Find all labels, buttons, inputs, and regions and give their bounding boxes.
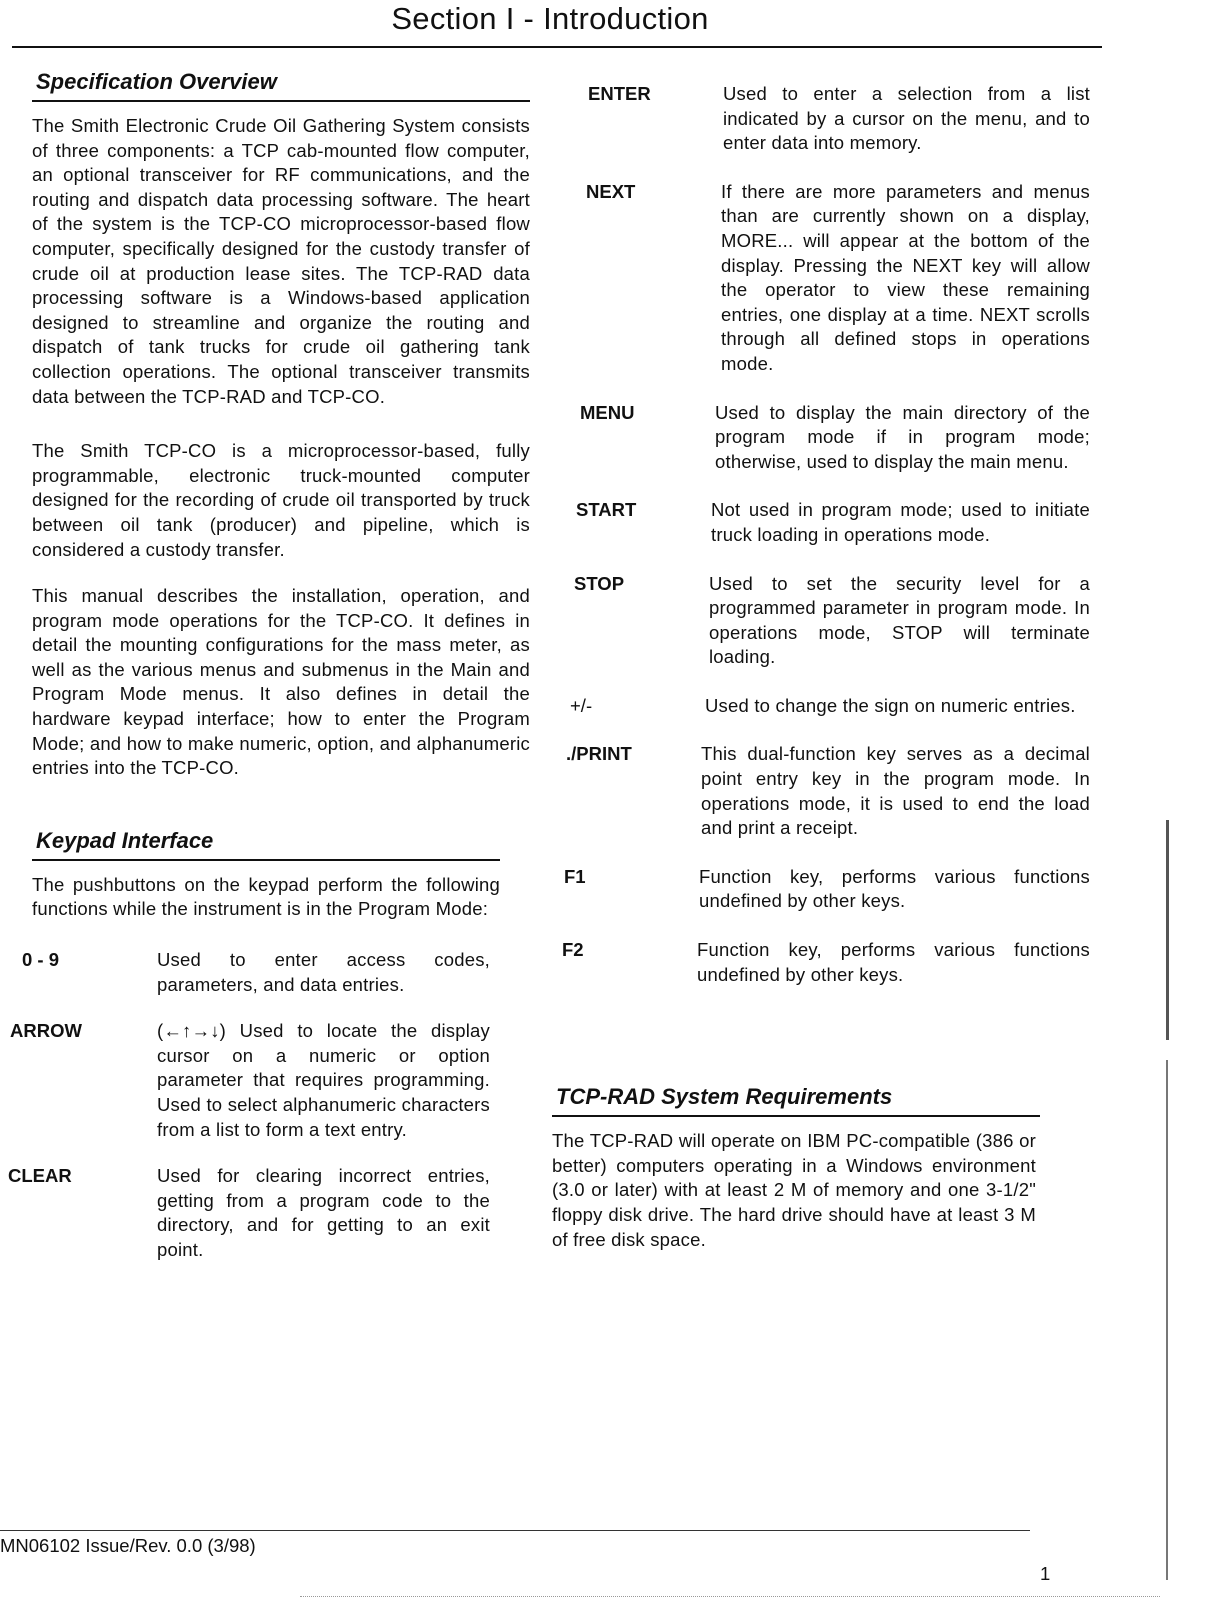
key-label: MENU xyxy=(580,401,635,423)
spec-paragraph-1: The Smith Electronic Crude Oil Gathering System consists of three components: a TCP cab-mounted flow computer, an optional transceiver for RF communications, and the routing and dispatch data processing software. The heart of the system is the TCP-CO microprocessor-based flow computer, specifically designed for the custody transfer of crude oil at production lease sites. The TCP-RAD data processing software is a Windows-based application designed to streamline and organize the routing and dispatch of tank trucks for crude oil gathering tank collection operations. The optional transceiver transmits data between the TCP-RAD and TCP-CO. xyxy=(32,115,530,407)
key-label: NEXT xyxy=(586,180,636,202)
key-row-arrow xyxy=(10,1019,490,1142)
key-label: CLEAR xyxy=(8,1165,72,1187)
key-label: 0 - 9 xyxy=(22,949,60,971)
key-row-stop xyxy=(574,572,1090,670)
sysreq-paragraph: The TCP-RAD will operate on IBM PC-compatible (386 or better) computers operating in a Windows environment (3.0 or later) with at least 2 M of memory and one 3-1/2" floppy disk drive. The hard drive should have at least 3 M of free disk space. xyxy=(552,1130,1036,1250)
key-description: Function key, performs various functions undefined by other keys. xyxy=(699,865,1090,912)
key-description: Used to set the security level for a programmed parameter in program mode. In operations mode, STOP will terminate loading. xyxy=(709,572,1090,668)
key-row-f1 xyxy=(564,865,1090,914)
key-row-next xyxy=(586,180,1090,377)
spec-paragraph-3: This manual describes the installation, operation, and program mode operations for the TCP-CO. It defines in detail the mounting configurations for the mass meter, as well as the various menus and submenus in the Main and Program Mode menus. It also defines in detail the hardware keypad interface; how to enter the Program Mode; and how to make numeric, option, and alphanumeric entries into the TCP-CO. xyxy=(32,585,530,779)
key-description: (←↑→↓) Used to locate the display cursor on a numeric or option parameter that requires programming. Used to select alphanumeric characters from a list to form a text entry. xyxy=(157,1020,490,1140)
key-row-clear xyxy=(8,1164,490,1262)
key-description: Function key, performs various functions undefined by other keys. xyxy=(697,939,1090,985)
key-description: Used to change the sign on numeric entries. xyxy=(705,694,1076,716)
key-description: Used to display the main directory of the program mode if in program mode; otherwise, used to display the main menu. xyxy=(715,401,1090,472)
spec-paragraph-2: The Smith TCP-CO is a microprocessor-based, fully programmable, electronic truck-mounted computer designed for the recording of crude oil transported by truck between oil tank (producer) and pipeline, which is considered a custody transfer. xyxy=(32,440,530,560)
scan-edge-mark xyxy=(1166,1060,1168,1580)
key-row-digits xyxy=(22,948,490,997)
document-number: MN06102 Issue/Rev. 0.0 (3/98) xyxy=(0,1535,256,1556)
section-title: Section I - Introduction xyxy=(391,1,709,36)
key-label: STOP xyxy=(574,572,625,594)
key-row-print xyxy=(566,742,1090,840)
key-description: Used to enter a selection from a list indicated by a cursor on the menu, and to enter data into memory. xyxy=(723,83,1090,154)
left-column xyxy=(8,68,530,1263)
key-description: If there are more parameters and menus than are currently shown on a display, MORE... will appear at the bottom of the display. Pressing the NEXT key will allow the operator to view these remaining entries, one display at a time. NEXT scrolls through all defined stops in operations mode. xyxy=(721,180,1090,374)
spec-overview-rule xyxy=(32,100,530,102)
key-row-enter xyxy=(588,82,1090,156)
keypad-rule xyxy=(32,859,500,861)
sysreq-heading: TCP-RAD System Requirements xyxy=(556,1084,893,1110)
header-rule xyxy=(12,46,1102,48)
key-row-menu xyxy=(580,401,1090,475)
key-row-start xyxy=(576,498,1090,547)
scan-edge-mark xyxy=(1166,820,1169,1040)
footer-rule xyxy=(0,1530,1030,1531)
scan-dotted-line xyxy=(300,1596,1160,1598)
key-row-plus-minus xyxy=(570,694,1090,719)
keypad-heading: Keypad Interface xyxy=(36,827,214,853)
key-label: ./PRINT xyxy=(566,743,632,765)
key-label: F1 xyxy=(564,865,586,887)
key-label: START xyxy=(576,499,637,521)
key-label: F2 xyxy=(562,939,584,961)
keypad-intro: The pushbuttons on the keypad perform the following functions while the instrument is in the Program Mode: xyxy=(32,873,500,920)
key-label: ENTER xyxy=(588,83,651,104)
key-description: This dual-function key serves as a decimal point entry key in the program mode. In operations mode, it is used to end the load and print a receipt. xyxy=(701,743,1090,839)
key-row-f2 xyxy=(562,938,1090,987)
spec-overview-heading: Specification Overview xyxy=(36,69,277,94)
key-label: ARROW xyxy=(10,1020,82,1042)
page-number: 1 xyxy=(1040,1563,1051,1584)
key-label: +/- xyxy=(570,694,593,716)
key-description: Used for clearing incorrect entries, getting from a program code to the directory, and for getting to an exit point. xyxy=(157,1165,490,1260)
key-description: Used to enter access codes, parameters, and data entries. xyxy=(157,949,490,995)
key-description: Not used in program mode; used to initiate truck loading in operations mode. xyxy=(711,499,1090,545)
sysreq-rule xyxy=(552,1115,1040,1117)
right-column xyxy=(552,82,1090,1274)
